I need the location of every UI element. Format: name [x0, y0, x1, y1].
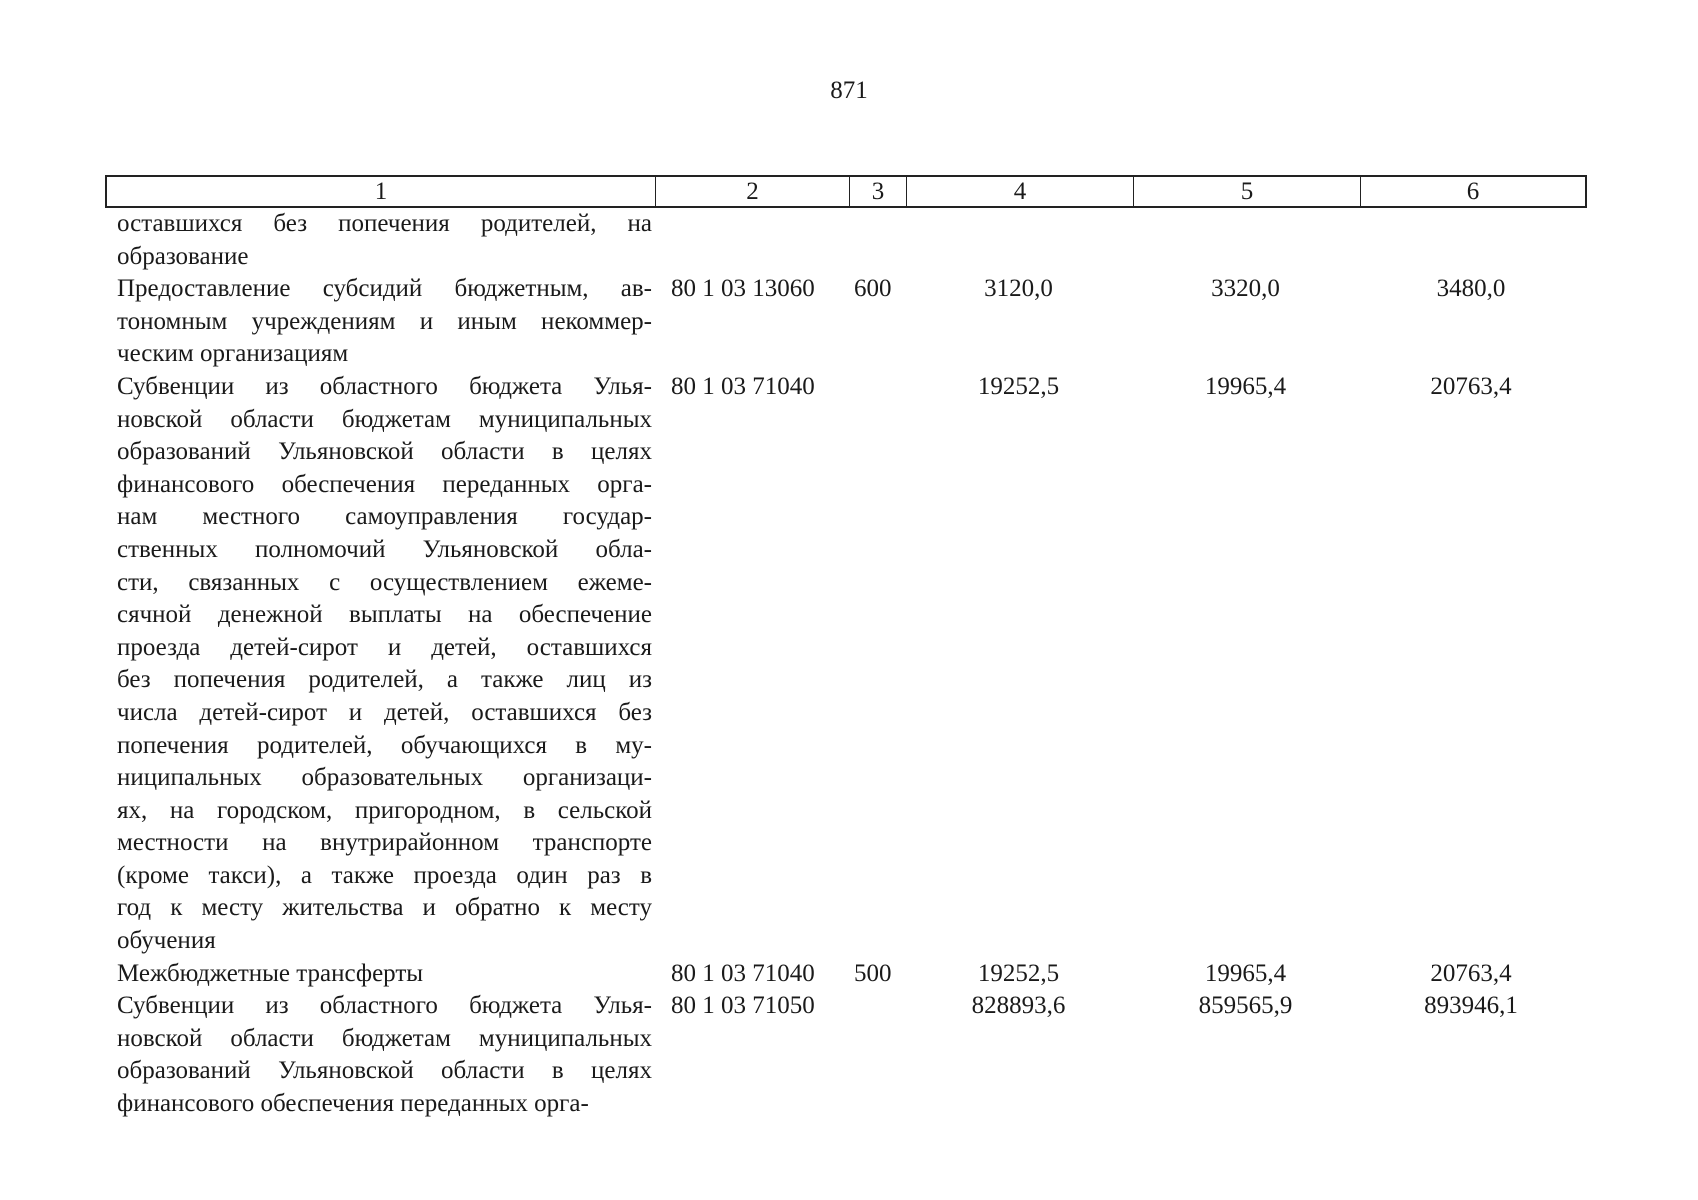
row-description	[105, 208, 654, 273]
row-value-6: 3480,0	[1436, 275, 1506, 303]
column-header-1: 1	[107, 177, 656, 206]
description-line: сти, связанных с осуществлением ежеме-	[117, 568, 652, 596]
description-line: Межбюджетные трансферты	[117, 959, 424, 987]
description-line: финансового обеспечения переданных орга-	[117, 1090, 589, 1118]
description-line: Субвенции из областного бюджета Улья-	[117, 372, 652, 400]
table-header	[105, 175, 1587, 208]
description-line: образований Ульяновской области в целях	[117, 1057, 652, 1085]
row-value-6	[1359, 208, 1583, 273]
row-value-5: 859565,9	[1198, 992, 1293, 1020]
row-type: 600	[854, 275, 892, 303]
row-type	[848, 990, 905, 1120]
description-line: ческим организациям	[117, 340, 349, 368]
description-line: без попечения родителей, а также лиц из	[117, 666, 652, 694]
row-value-6: 20763,4	[1430, 372, 1512, 400]
row-type	[848, 371, 905, 958]
row-description	[105, 990, 654, 1120]
description-line: ниципальных образовательных организаци-	[117, 764, 652, 792]
description-line: образование	[117, 242, 249, 270]
row-description	[105, 273, 654, 371]
row-code: 80 1 03 13060	[671, 275, 815, 303]
row-value-5: 19965,4	[1204, 959, 1287, 987]
description-line: Предоставление субсидий бюджетным, ав-	[117, 275, 652, 303]
table-row	[105, 958, 1587, 991]
row-description	[105, 958, 654, 991]
row-code: 80 1 03 71050	[671, 992, 815, 1020]
table-body	[105, 208, 1587, 1121]
column-header-2: 2	[656, 177, 850, 206]
row-code: 80 1 03 71040	[671, 372, 815, 400]
column-header-5: 5	[1134, 177, 1361, 206]
column-header-6: 6	[1466, 178, 1480, 205]
description-line: (кроме такси), а также проезда один раз в	[117, 861, 652, 889]
description-line: нам местного самоуправления государ-	[117, 503, 652, 531]
row-code	[654, 208, 848, 273]
description-line: обучения	[117, 927, 216, 955]
row-value-4: 19252,5	[977, 372, 1060, 400]
description-line: Субвенции из областного бюджета Улья-	[117, 992, 652, 1020]
column-header-4: 4	[907, 177, 1134, 206]
row-value-5: 3320,0	[1211, 275, 1280, 303]
page-number: 871	[830, 77, 868, 104]
column-header-3: 3	[850, 177, 907, 206]
description-line: тономным учреждениям и иным некоммер-	[117, 307, 652, 335]
row-value-5: 19965,4	[1204, 372, 1287, 400]
row-value-5	[1132, 208, 1359, 273]
description-line: год к месту жительства и обратно к месту	[117, 894, 652, 922]
table-row	[105, 273, 1587, 371]
row-value-4: 19252,5	[977, 959, 1060, 987]
description-line: числа детей-сирот и детей, оставшихся без	[117, 698, 652, 726]
table-row	[105, 990, 1587, 1120]
description-line: попечения родителей, обучающихся в му-	[117, 731, 652, 759]
row-description	[105, 371, 654, 958]
description-line: оставшихся без попечения родителей, на	[117, 210, 652, 237]
description-line: ях, на городском, пригородном, в сельской	[117, 796, 652, 824]
table-row	[105, 371, 1587, 958]
description-line: новской области бюджетам муниципальных	[117, 405, 652, 433]
row-code: 80 1 03 71040	[671, 959, 815, 987]
description-line: образований Ульяновской области в целях	[117, 438, 652, 466]
row-value-4: 828893,6	[971, 992, 1066, 1020]
description-line: сячной денежной выплаты на обеспечение	[117, 601, 652, 629]
description-line: проезда детей-сирот и детей, оставшихся	[117, 633, 652, 661]
description-line: финансового обеспечения переданных орга-	[117, 470, 652, 498]
description-line: ственных полномочий Ульяновской обла-	[117, 535, 652, 563]
row-type: 500	[854, 959, 892, 987]
row-type	[848, 208, 905, 273]
row-value-6: 20763,4	[1430, 959, 1512, 987]
table-row	[105, 208, 1587, 273]
description-line: местности на внутрирайонном транспорте	[117, 829, 652, 857]
row-value-4: 3120,0	[984, 275, 1053, 303]
row-value-6: 893946,1	[1424, 992, 1518, 1020]
row-value-4	[905, 208, 1132, 273]
description-line: новской области бюджетам муниципальных	[117, 1024, 652, 1052]
